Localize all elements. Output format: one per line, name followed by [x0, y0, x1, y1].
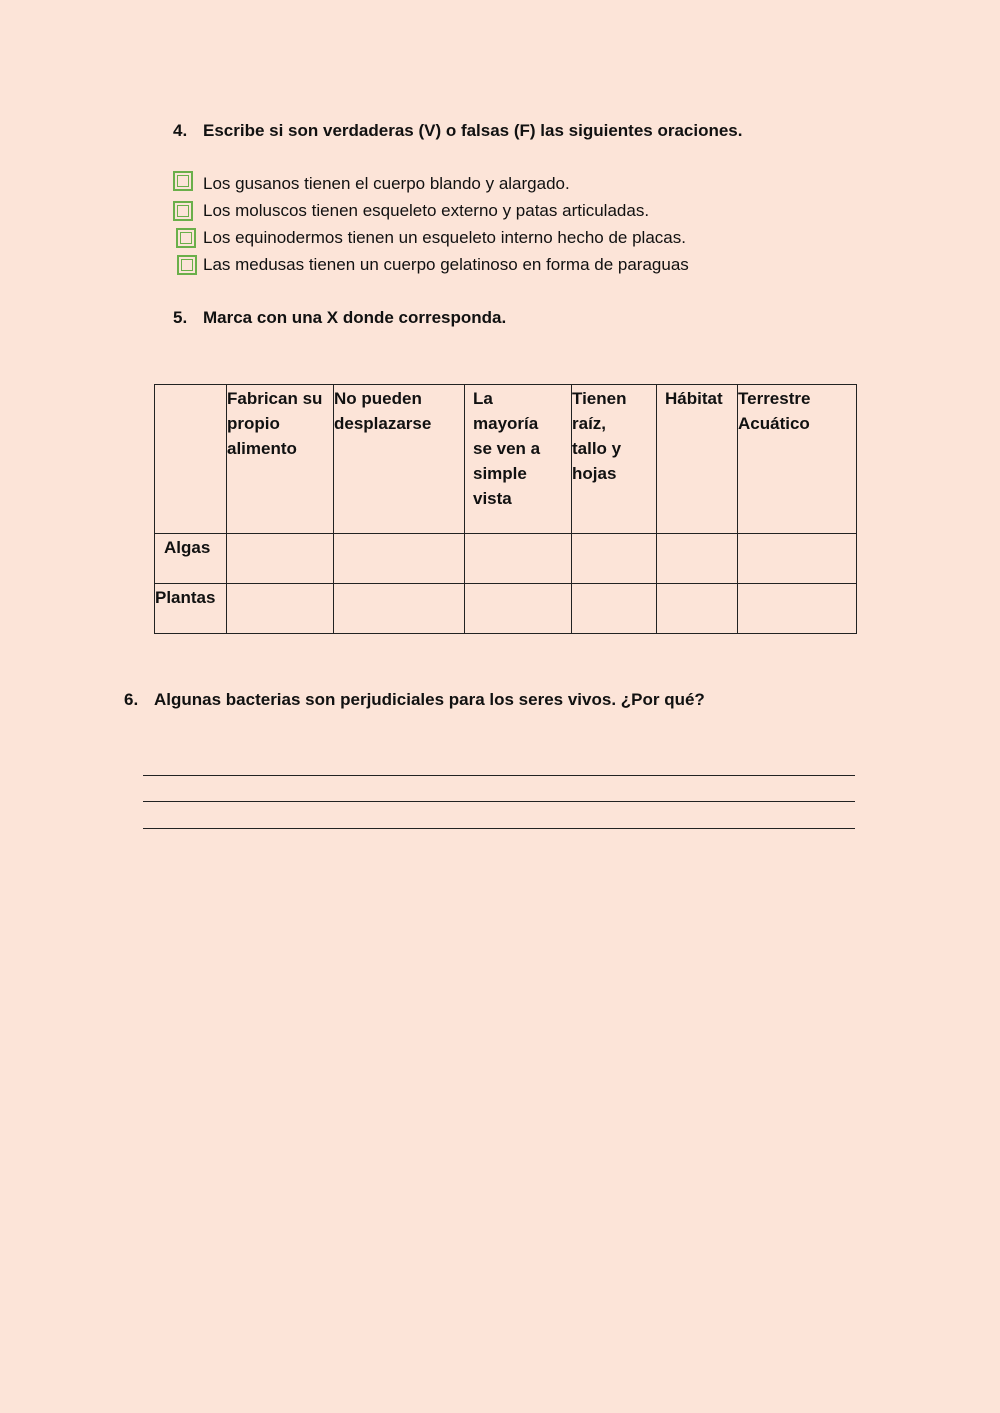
true-false-checkbox-2[interactable] — [173, 201, 193, 221]
header-empty-cell — [155, 385, 227, 534]
header-mayoria: La mayoría se ven a simple vista — [465, 385, 572, 534]
question-4-number: 4. — [173, 121, 188, 140]
answer-line-3[interactable] — [143, 828, 855, 829]
answer-cell[interactable] — [334, 534, 465, 584]
statement-1: Los gusanos tienen el cuerpo blando y alargado. — [203, 174, 570, 193]
true-false-checkbox-1[interactable] — [173, 171, 193, 191]
answer-line-2[interactable] — [143, 801, 855, 802]
true-false-checkbox-3[interactable] — [176, 228, 196, 248]
row-label-plantas: Plantas — [155, 584, 227, 634]
table-row — [155, 584, 857, 634]
answer-cell[interactable] — [657, 584, 738, 634]
answer-cell[interactable] — [334, 584, 465, 634]
answer-cell[interactable] — [465, 584, 572, 634]
header-fabrican: Fabrican su propio alimento — [227, 385, 334, 534]
question-6-number: 6. — [124, 690, 139, 709]
answer-line-1[interactable] — [143, 775, 855, 776]
statement-4: Las medusas tienen un cuerpo gelatinoso en forma de paraguas — [203, 255, 689, 274]
answer-cell[interactable] — [227, 534, 334, 584]
answer-cell[interactable] — [738, 584, 857, 634]
answer-cell[interactable] — [465, 534, 572, 584]
answer-cell[interactable] — [227, 584, 334, 634]
header-tienen-raiz: Tienen raíz, tallo y hojas — [572, 385, 657, 534]
statement-2: Los moluscos tienen esqueleto externo y patas articuladas. — [203, 201, 650, 220]
question-6-prompt: Algunas bacterias son perjudiciales para los seres vivos. ¿Por qué? — [154, 690, 705, 709]
answer-cell[interactable] — [572, 534, 657, 584]
true-false-checkbox-4[interactable] — [177, 255, 197, 275]
header-terrestre-acuatico: Terrestre Acuático — [738, 385, 857, 534]
row-label-algas: Algas — [155, 534, 227, 584]
table-header-row — [155, 385, 857, 534]
classification-table — [154, 384, 857, 634]
question-5-number: 5. — [173, 308, 188, 327]
header-no-pueden: No pueden desplazarse — [334, 385, 465, 534]
question-5-prompt: Marca con una X donde corresponda. — [203, 308, 507, 327]
answer-cell[interactable] — [657, 534, 738, 584]
statement-3: Los equinodermos tienen un esqueleto interno hecho de placas. — [203, 228, 686, 247]
question-4-prompt: Escribe si son verdaderas (V) o falsas (F) las siguientes oraciones. — [203, 121, 743, 140]
header-habitat: Hábitat — [657, 385, 738, 534]
answer-cell[interactable] — [738, 534, 857, 584]
table-row — [155, 534, 857, 584]
answer-cell[interactable] — [572, 584, 657, 634]
